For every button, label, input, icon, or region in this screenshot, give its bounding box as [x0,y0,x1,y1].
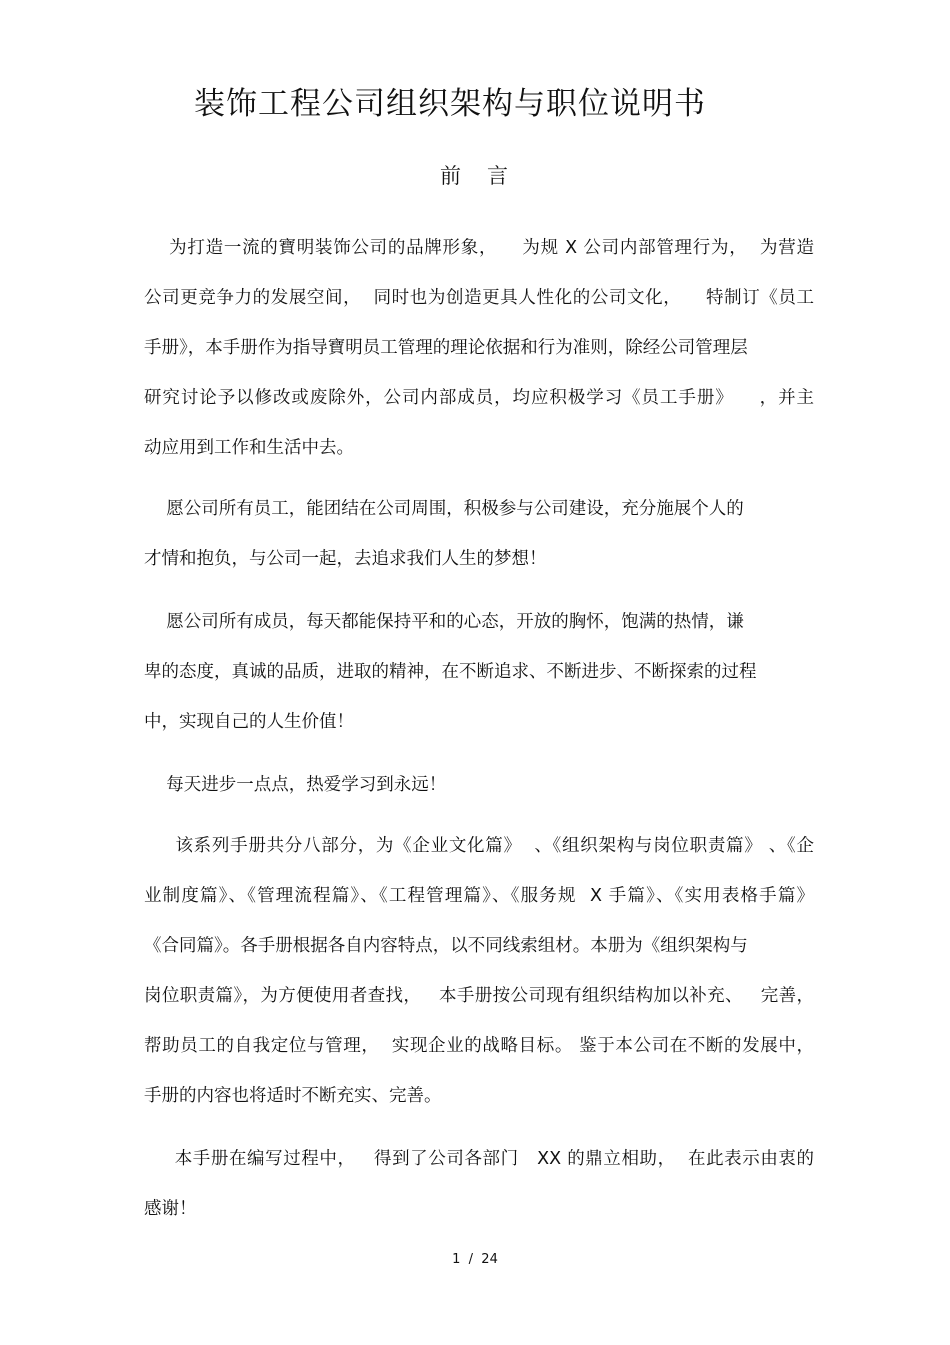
paragraph-line: 手册的内容也将适时不断充实、完善。 [144,1086,442,1106]
paragraph-line: 愿公司所有员工，能团结在公司周围，积极参与公司建设，充分施展个人的 [144,499,744,519]
paragraph-line: 手册》，本手册作为指导寶明员工管理的理论依据和行为准则，除经公司管理层 [144,338,748,358]
paragraph-line: 本手册在编写过程中， 得到了公司各部门 XX 的鼎立相助， 在此表示由衷的 [144,1149,814,1169]
paragraph-line: 该系列手册共分八部分，为《企业文化篇》 、《组织架构与岗位职责篇》 、《企 [144,836,814,856]
paragraph-line: 感谢！ [144,1199,197,1219]
paragraph-line: 《合同篇》。各手册根据各自内容特点，以不同线索组材。本册为《组织架构与 [144,936,748,956]
paragraph-line: 业制度篇》、《管理流程篇》、《工程管理篇》、《服务规 X 手篇》、《实用表格手篇》 [144,886,814,906]
paragraph-line: 为打造一流的寶明装饰公司的品牌形象， 为规 X 公司内部管理行为， 为营造 [144,238,814,258]
paragraph-line: 愿公司所有成员，每天都能保持平和的心态，开放的胸怀，饱满的热情，谦 [144,612,744,632]
paragraph-line: 岗位职责篇》，为方便使用者查找， 本手册按公司现有组织结构加以补充、 完善， [144,986,814,1006]
paragraph-line: 公司更竞争力的发展空间， 同时也为创造更具人性化的公司文化， 特制订《员工 [144,288,814,308]
paragraph-line: 动应用到工作和生活中去。 [144,438,354,458]
paragraph-line: 帮助员工的自我定位与管理， 实现企业的战略目标。 鉴于本公司在不断的发展中， [144,1036,814,1056]
paragraph-line: 才情和抱负，与公司一起，去追求我们人生的梦想！ [144,549,547,569]
paragraph-line: 中，实现自己的人生价值！ [144,712,354,732]
paragraph-line: 研究讨论予以修改或废除外，公司内部成员，均应积极学习《员工手册》 ，并主 [144,388,814,408]
document-title: 装饰工程公司组织架构与职位说明书 [194,86,706,122]
page-number: 1 / 24 [452,1252,498,1267]
section-heading-preface: 前言 [440,164,534,188]
paragraph-line: 每天进步一点点，热爱学习到永远！ [144,775,447,795]
paragraph-line: 卑的态度，真诚的品质，进取的精神，在不断追求、不断进步、不断探索的过程 [144,662,757,682]
